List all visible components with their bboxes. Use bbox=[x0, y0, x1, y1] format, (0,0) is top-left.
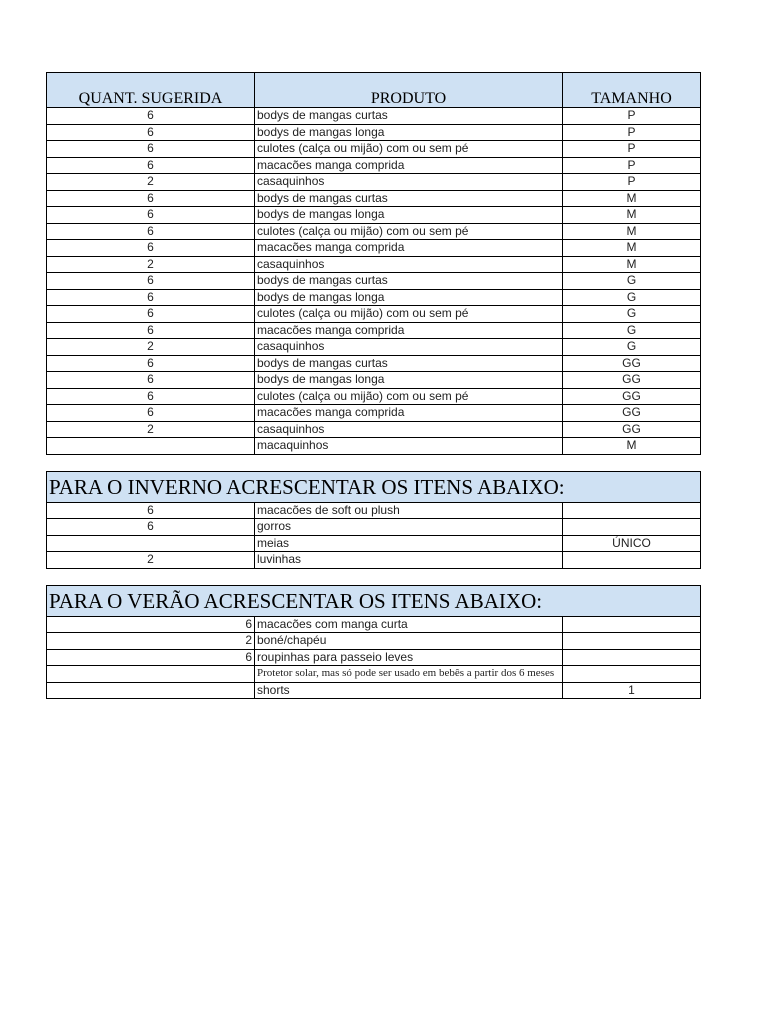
table-row bbox=[47, 322, 701, 339]
product-cell[interactable]: bodys de mangas longa bbox=[255, 124, 563, 141]
size-cell[interactable]: 1 bbox=[563, 682, 701, 699]
table-row bbox=[47, 372, 701, 389]
product-cell[interactable]: macacões com manga curta bbox=[255, 616, 563, 633]
spreadsheet bbox=[46, 72, 700, 699]
table-row bbox=[47, 240, 701, 257]
qty-cell[interactable]: 6 bbox=[47, 223, 255, 240]
size-cell[interactable] bbox=[563, 666, 701, 683]
size-cell[interactable] bbox=[563, 616, 701, 633]
table-row bbox=[47, 535, 701, 552]
qty-cell[interactable]: 6 bbox=[47, 649, 255, 666]
table-row bbox=[47, 552, 701, 569]
header-product[interactable]: PRODUTO bbox=[255, 73, 563, 108]
table-row bbox=[47, 388, 701, 405]
size-cell[interactable]: GG bbox=[563, 388, 701, 405]
size-cell[interactable]: G bbox=[563, 339, 701, 356]
size-cell[interactable] bbox=[563, 649, 701, 666]
qty-cell[interactable] bbox=[47, 438, 255, 455]
qty-cell[interactable]: 6 bbox=[47, 322, 255, 339]
table-row bbox=[47, 502, 701, 519]
size-cell[interactable] bbox=[563, 552, 701, 569]
table-row bbox=[47, 355, 701, 372]
product-cell[interactable]: bodys de mangas curtas bbox=[255, 190, 563, 207]
size-cell[interactable]: G bbox=[563, 306, 701, 323]
size-cell[interactable]: P bbox=[563, 124, 701, 141]
table-row bbox=[47, 124, 701, 141]
size-cell[interactable]: G bbox=[563, 273, 701, 290]
header-qty[interactable]: QUANT. SUGERIDA bbox=[47, 73, 255, 108]
product-cell[interactable]: bodys de mangas longa bbox=[255, 289, 563, 306]
table-row bbox=[47, 174, 701, 191]
qty-cell[interactable]: 6 bbox=[47, 273, 255, 290]
product-cell[interactable]: casaquinhos bbox=[255, 174, 563, 191]
winter-title[interactable]: PARA O INVERNO ACRESCENTAR OS ITENS ABAIXO: bbox=[47, 471, 701, 502]
qty-cell[interactable]: 6 bbox=[47, 124, 255, 141]
product-cell[interactable]: macacões manga comprida bbox=[255, 322, 563, 339]
product-cell[interactable]: boné/chapéu bbox=[255, 633, 563, 650]
qty-cell[interactable] bbox=[47, 682, 255, 699]
product-cell[interactable]: casaquinhos bbox=[255, 256, 563, 273]
size-cell[interactable]: GG bbox=[563, 372, 701, 389]
product-cell[interactable]: casaquinhos bbox=[255, 421, 563, 438]
qty-cell[interactable]: 6 bbox=[47, 207, 255, 224]
table-row bbox=[47, 306, 701, 323]
product-cell[interactable]: macacões de soft ou plush bbox=[255, 502, 563, 519]
product-cell[interactable]: casaquinhos bbox=[255, 339, 563, 356]
qty-cell[interactable]: 2 bbox=[47, 552, 255, 569]
product-cell[interactable]: macacões manga comprida bbox=[255, 405, 563, 422]
product-cell[interactable]: bodys de mangas longa bbox=[255, 372, 563, 389]
size-cell[interactable]: M bbox=[563, 207, 701, 224]
product-cell[interactable]: culotes (calça ou mijão) com ou sem pé bbox=[255, 223, 563, 240]
product-cell[interactable]: culotes (calça ou mijão) com ou sem pé bbox=[255, 306, 563, 323]
qty-cell[interactable]: 6 bbox=[47, 388, 255, 405]
qty-cell[interactable]: 6 bbox=[47, 502, 255, 519]
qty-cell[interactable]: 6 bbox=[47, 355, 255, 372]
winter-title-row bbox=[47, 471, 701, 502]
qty-cell[interactable]: 6 bbox=[47, 240, 255, 257]
qty-cell[interactable]: 6 bbox=[47, 306, 255, 323]
table-row bbox=[47, 682, 701, 699]
qty-cell[interactable]: 6 bbox=[47, 372, 255, 389]
qty-cell[interactable]: 6 bbox=[47, 108, 255, 125]
table-row bbox=[47, 666, 701, 683]
qty-cell[interactable]: 2 bbox=[47, 256, 255, 273]
table-row bbox=[47, 223, 701, 240]
table-row bbox=[47, 438, 701, 455]
product-cell[interactable]: luvinhas bbox=[255, 552, 563, 569]
table-row bbox=[47, 633, 701, 650]
main-table bbox=[46, 72, 701, 699]
qty-cell[interactable] bbox=[47, 666, 255, 683]
product-cell[interactable]: bodys de mangas longa bbox=[255, 207, 563, 224]
size-cell[interactable] bbox=[563, 519, 701, 536]
qty-cell[interactable]: 2 bbox=[47, 633, 255, 650]
product-cell[interactable]: gorros bbox=[255, 519, 563, 536]
size-cell[interactable]: P bbox=[563, 157, 701, 174]
size-cell[interactable]: M bbox=[563, 256, 701, 273]
qty-cell[interactable]: 2 bbox=[47, 339, 255, 356]
product-cell[interactable]: macacões manga comprida bbox=[255, 157, 563, 174]
header-row bbox=[47, 73, 701, 108]
product-cell[interactable]: bodys de mangas curtas bbox=[255, 355, 563, 372]
size-cell[interactable]: G bbox=[563, 289, 701, 306]
size-cell[interactable]: GG bbox=[563, 355, 701, 372]
qty-cell[interactable] bbox=[47, 535, 255, 552]
size-cell[interactable]: M bbox=[563, 223, 701, 240]
table-row bbox=[47, 207, 701, 224]
table-row bbox=[47, 190, 701, 207]
product-cell[interactable]: culotes (calça ou mijão) com ou sem pé bbox=[255, 141, 563, 158]
table-row bbox=[47, 157, 701, 174]
size-cell[interactable]: M bbox=[563, 190, 701, 207]
size-cell[interactable] bbox=[563, 502, 701, 519]
product-cell[interactable]: shorts bbox=[255, 682, 563, 699]
product-cell[interactable]: bodys de mangas curtas bbox=[255, 273, 563, 290]
qty-cell[interactable]: 6 bbox=[47, 405, 255, 422]
size-cell[interactable]: P bbox=[563, 174, 701, 191]
table-row bbox=[47, 616, 701, 633]
table-row bbox=[47, 649, 701, 666]
qty-cell[interactable]: 6 bbox=[47, 157, 255, 174]
qty-cell[interactable]: 6 bbox=[47, 289, 255, 306]
size-cell[interactable]: M bbox=[563, 438, 701, 455]
qty-cell[interactable]: 6 bbox=[47, 190, 255, 207]
qty-cell[interactable]: 2 bbox=[47, 421, 255, 438]
product-cell[interactable]: culotes (calça ou mijão) com ou sem pé bbox=[255, 388, 563, 405]
table-row bbox=[47, 519, 701, 536]
product-cell[interactable]: macaquinhos bbox=[255, 438, 563, 455]
table-row bbox=[47, 273, 701, 290]
table-row bbox=[47, 108, 701, 125]
qty-cell[interactable]: 2 bbox=[47, 174, 255, 191]
table-row bbox=[47, 421, 701, 438]
product-cell[interactable]: Protetor solar, mas só pode ser usado em bebês a partir dos 6 meses bbox=[255, 666, 563, 683]
size-cell[interactable] bbox=[563, 633, 701, 650]
product-cell[interactable]: meias bbox=[255, 535, 563, 552]
table-row bbox=[47, 405, 701, 422]
size-cell[interactable]: M bbox=[563, 240, 701, 257]
size-cell[interactable]: ÚNICO bbox=[563, 535, 701, 552]
product-cell[interactable]: roupinhas para passeio leves bbox=[255, 649, 563, 666]
header-size[interactable]: TAMANHO bbox=[563, 73, 701, 108]
size-cell[interactable]: GG bbox=[563, 421, 701, 438]
size-cell[interactable]: P bbox=[563, 141, 701, 158]
table-row bbox=[47, 141, 701, 158]
product-cell[interactable]: macacões manga comprida bbox=[255, 240, 563, 257]
summer-title[interactable]: PARA O VERÃO ACRESCENTAR OS ITENS ABAIXO: bbox=[47, 585, 701, 616]
table-row bbox=[47, 339, 701, 356]
size-cell[interactable]: P bbox=[563, 108, 701, 125]
summer-title-row bbox=[47, 585, 701, 616]
size-cell[interactable]: GG bbox=[563, 405, 701, 422]
qty-cell[interactable]: 6 bbox=[47, 141, 255, 158]
size-cell[interactable]: G bbox=[563, 322, 701, 339]
table-row bbox=[47, 289, 701, 306]
qty-cell[interactable]: 6 bbox=[47, 616, 255, 633]
product-cell[interactable]: bodys de mangas curtas bbox=[255, 108, 563, 125]
qty-cell[interactable]: 6 bbox=[47, 519, 255, 536]
table-row bbox=[47, 256, 701, 273]
